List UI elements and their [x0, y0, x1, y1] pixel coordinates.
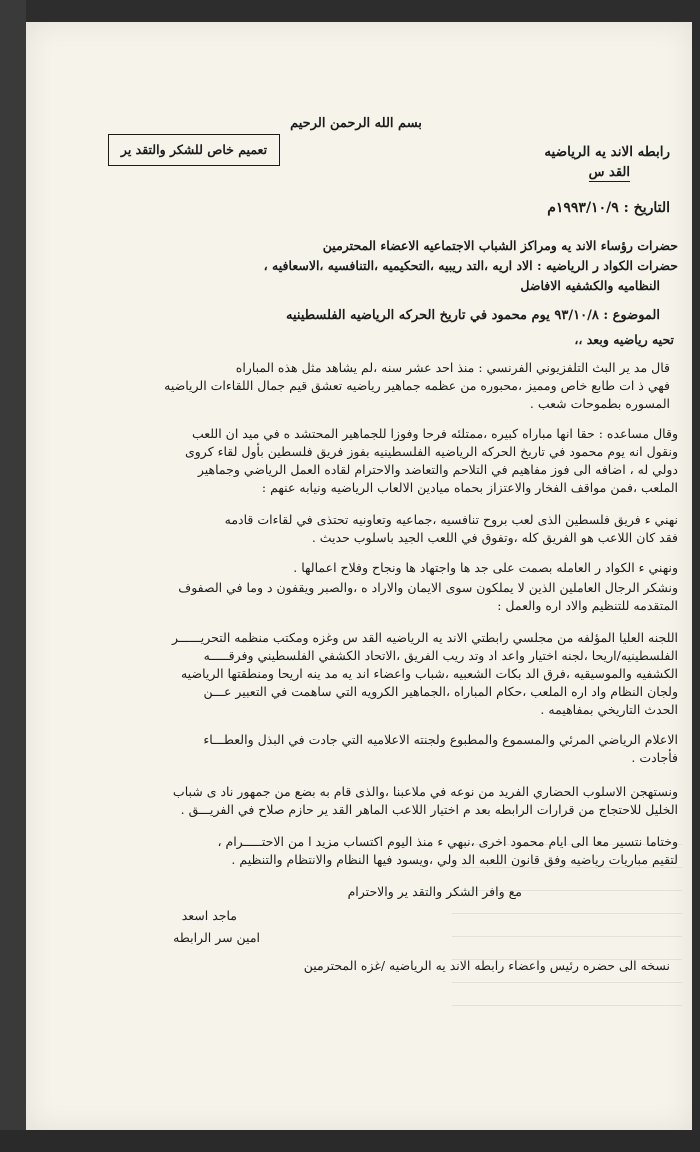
paragraph-2-line-2: ونقول انه يوم محمود في تاريخ الحركه الرياضيه الفلسطينيه بفوز فريق فلسطين بأول لقاء كروى [184, 444, 678, 459]
signature-title: امين سر الرابطه [173, 930, 260, 945]
circular-stamp-box: تعميم خاص للشكر والتقد ير [108, 134, 280, 166]
paragraph-2-line-1: وقال مساعده : حقا انها مباراه كبيره ،ممتلئه فرحا وفوزا للجماهير المحتشد ه في ميد ان اللعب [191, 426, 678, 441]
paragraph-5-line-1: ونشكر الرجال العاملين الذين لا يملكون سوى الايمان والاراد ه ،والصبر ويقفون د وما في الصفوف [178, 580, 678, 595]
paragraph-3-line-2: فقد كان اللاعب هو الفريق كله ،وتفوق في اللعب الجيد باسلوب حديث . [311, 530, 678, 545]
addressee-line-1: حضرات رؤساء الاند يه ومراكز الشباب الاجتماعيه الاعضاء المحترمين [322, 238, 678, 253]
basmala: بسم الله الرحمن الرحيم [290, 116, 422, 131]
closing-line: مع وافر الشكر والتقد ير والاحترام [347, 884, 522, 899]
addressee-line-3: النظاميه والكشفيه الافاضل [520, 278, 660, 293]
paragraph-7-line-2: فأجادت . [631, 750, 678, 765]
paragraph-5-line-2: المتقدمه للتنظيم والاد اره والعمل : [497, 598, 678, 613]
paragraph-2-line-4: الملعب ،فمن مواقف الفخار والاعتزاز بحماه ميادين الالعاب الرياضيه ونيابه عنهم : [261, 480, 678, 495]
cc-line: نسخه الى حضره رئيس واعضاء رابطه الاند يه الرياضيه /غزه المحترمين [303, 958, 670, 973]
paragraph-1-line-1: قال مد ير البث التلفزيوني الفرنسي : منذ احد عشر سنه ،لم يشاهد مثل هذه المباراه [235, 360, 670, 375]
paragraph-3-line-1: نهني ء فريق فلسطين الذى لعب بروح تنافسيه ،جماعيه وتعاونيه تحتذى في لقاءات قادمه [224, 512, 678, 527]
paragraph-9-line-2: لتقيم مباريات رياضيه وفق قانون اللعبه الد ولي ،ويسود فيها النظام والانتظام والتنظيم . [231, 852, 678, 867]
paragraph-6-line-4: ولجان النظام واد اره الملعب ،حكام المباراه ،الجماهير الكرويه التي ساهمت في التعبير عـــن [203, 684, 678, 699]
subject-line: الموضوع : ٩٣/١٠/٨ يوم محمود في تاريخ الحركه الرياضيه الفلسطينيه [286, 308, 660, 323]
paragraph-7-line-1: الاعلام الرياضي المرئي والمسموع والمطبوع ولجنته الاعلاميه التي جادت في البذل والعطـــاء [203, 732, 678, 747]
paragraph-6-line-2: الفلسطينيه/اريحا ،لجنه اختيار واعد اد وتد ريب الفريق ،الاتحاد الكشفي الفلسطيني وفرقـــــه [203, 648, 678, 663]
scan-border-left [0, 0, 26, 1152]
signature-name: ماجد اسعد [181, 908, 237, 923]
paragraph-8-line-1: ونستهجن الاسلوب الحضاري الفريد من نوعه في ملاعبنا ،والذى قام به بضع من جمهور ناد ى شباب [172, 784, 678, 799]
paragraph-6-line-3: الكشفيه والموسيقيه ،فرق الد بكات الشعبيه ،شباب واعضاء اند يه مد ينه اريحا ومنطقتها الرياضيه [180, 666, 678, 681]
city-name-text: القد س [588, 165, 630, 180]
greeting: تحيه رياضيه وبعد ،، [574, 332, 674, 347]
scan-border-bottom [0, 1130, 700, 1152]
date-line: التاريخ : ١٩٩٣/١٠/٩م [547, 200, 670, 216]
letter-page [26, 22, 692, 1130]
paragraph-6-line-5: الحدث التاريخي بمفاهيمه . [540, 702, 678, 717]
paragraph-8-line-2: الخليل للاحتجاج من قرارات الرابطه بعد م اختيار اللاعب الماهر القد ير حازم صلاح في الفريـــق . [180, 802, 678, 817]
paragraph-1-line-2: فهي ذ ات طابع خاص ومميز ،محبوره من عظمه جماهير رياضيه تعشق قيم جمال اللقاءات الرياضيه [164, 378, 670, 393]
paragraph-2-line-3: دولي له ، اضافه الى فوز مفاهيم في التلاحم والتعاضد والاحترام لقاده العمل الرياضي وجماهير [197, 462, 678, 477]
organization-name: رابطه الاند يه الرياضيه [544, 144, 670, 160]
paragraph-1-line-3: المسوره بطموحات شعب . [529, 396, 670, 411]
paragraph-9-line-1: وختاما نتسير معا الى ايام محمود اخرى ،نبهي ء منذ اليوم اكتساب مزيد ا من الاحتـــــرام ، [217, 834, 678, 849]
paragraph-6-line-1: اللجنه العليا المؤلفه من مجلسي رابطتي الاند يه الرياضيه القد س وغزه ومكتب منظمه التحريــــــر [171, 630, 678, 645]
paragraph-4: ونهني ء الكواد ر العامله بصمت على جد ها واجتهاد ها ونجاح وفلاح اعمالها . [293, 560, 678, 575]
city-name [589, 165, 630, 181]
addressee-line-2: حضرات الكواد ر الرياضيه : الاد اريه ،التد ريبيه ،التحكيميه ،التنافسيه ،الاسعافيه ، [263, 258, 678, 273]
